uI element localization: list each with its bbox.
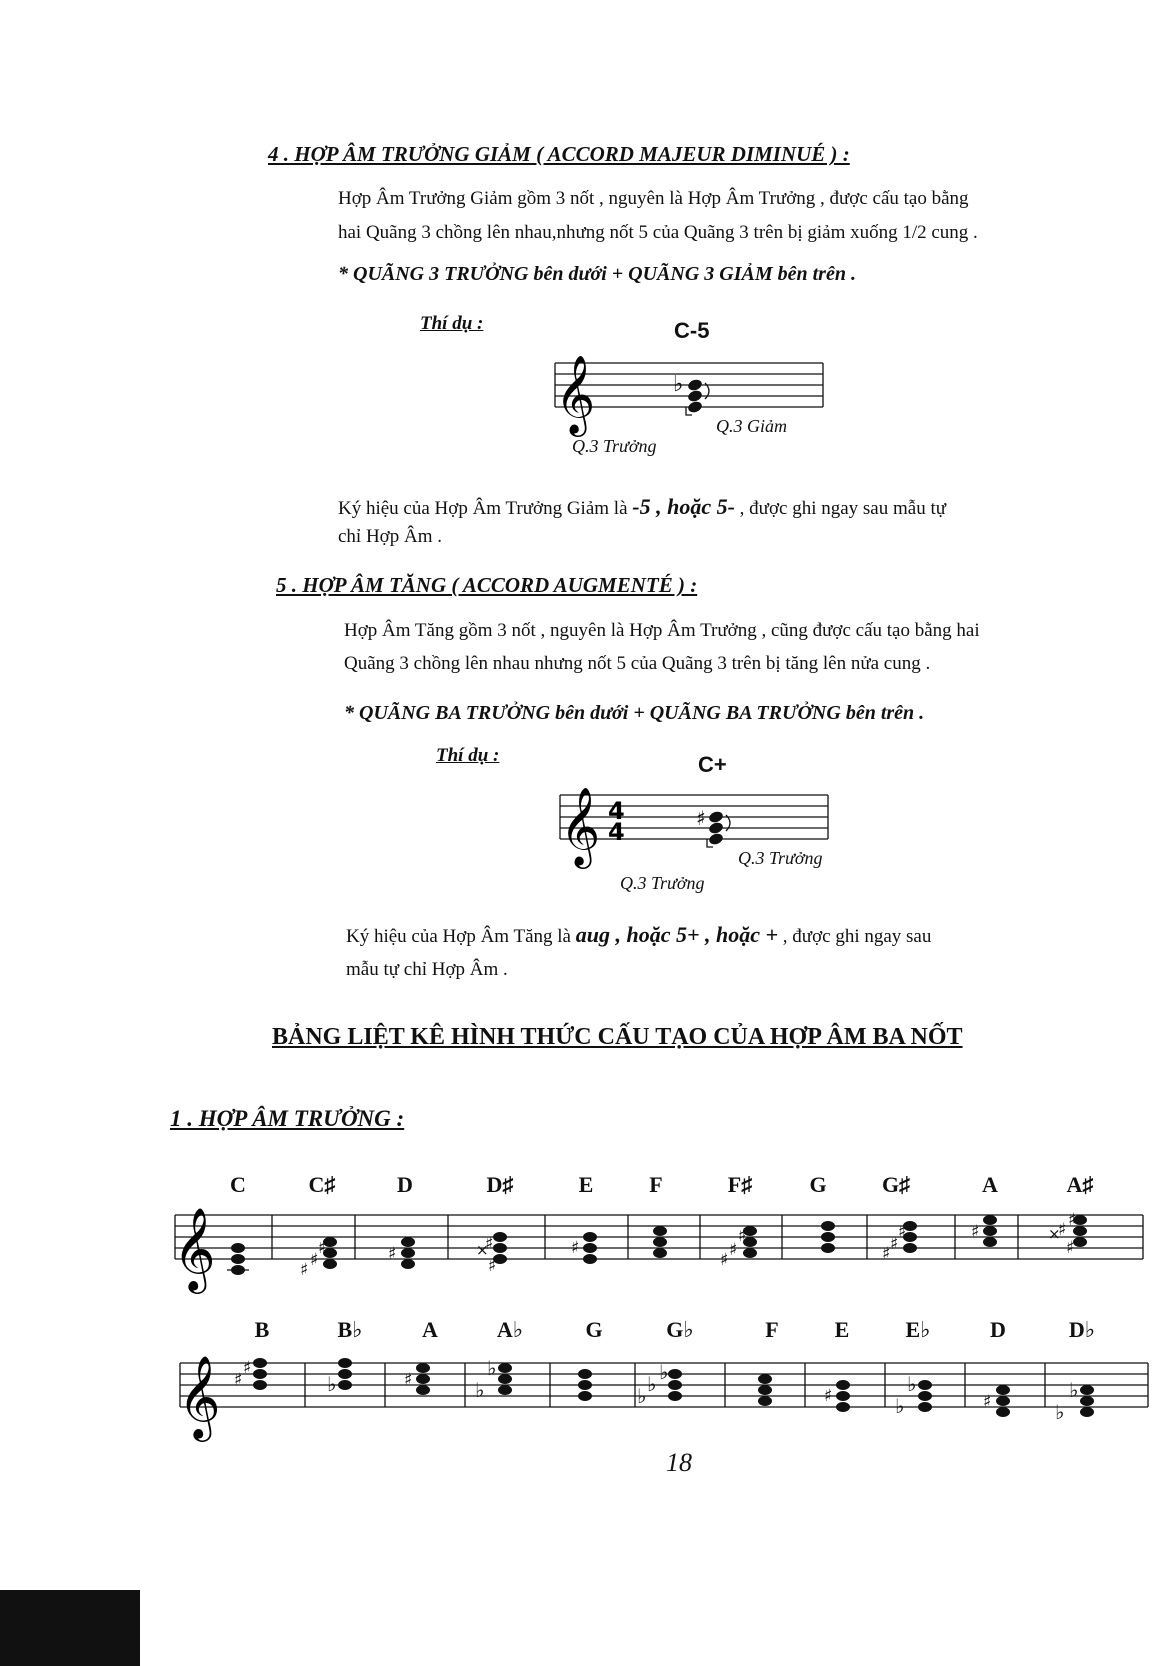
row1-staff: [160, 1195, 1150, 1295]
chord-label: A♯: [1066, 1172, 1094, 1197]
chord-label: B♭: [337, 1317, 363, 1342]
svg-text:♯: ♯: [824, 1386, 833, 1406]
chord-label: G: [809, 1172, 827, 1197]
svg-text:♯: ♯: [571, 1238, 580, 1258]
chord-label: A♭: [496, 1317, 524, 1342]
chord-label: C: [230, 1172, 246, 1197]
treble-clef-icon: 𝄞: [560, 787, 601, 866]
section5-example-label: Thí dụ :: [436, 745, 500, 766]
svg-text:♭: ♭: [1069, 1378, 1079, 1402]
svg-text:♭: ♭: [475, 1378, 485, 1402]
section5-symbol-pre: Ký hiệu của Hợp Âm Tăng là: [346, 926, 571, 947]
svg-text:♯: ♯: [696, 806, 706, 830]
svg-text:♭: ♭: [907, 1372, 917, 1396]
svg-text:♯: ♯: [243, 1358, 252, 1378]
svg-text:♭: ♭: [637, 1384, 647, 1408]
svg-text:♭: ♭: [327, 1372, 337, 1396]
section4-symbol-pre: Ký hiệu của Hợp Âm Trưởng Giảm là: [338, 498, 628, 519]
svg-text:♯: ♯: [729, 1240, 738, 1260]
chord-label: F♯: [727, 1172, 753, 1197]
svg-text:♯: ♯: [898, 1222, 907, 1242]
chord-label: E♭: [905, 1317, 931, 1342]
section5-chord-name: C+: [698, 752, 727, 777]
section5-heading: 5 . HỢP ÂM TĂNG ( ACCORD AUGMENTÉ ) :: [276, 573, 698, 597]
svg-text:♯: ♯: [310, 1250, 319, 1270]
section5-lower-label: Q.3 Trưởng: [620, 873, 705, 893]
chord-label: D♭: [1068, 1317, 1096, 1342]
svg-text:♭: ♭: [659, 1360, 669, 1384]
svg-text:♯: ♯: [738, 1226, 747, 1246]
svg-text:♭: ♭: [895, 1394, 905, 1418]
time-signature-top: 4: [608, 797, 625, 825]
chord-label: D: [990, 1317, 1006, 1342]
svg-text:♯: ♯: [971, 1222, 980, 1242]
svg-text:♯: ♯: [404, 1370, 413, 1390]
svg-text:♭: ♭: [1055, 1400, 1065, 1424]
chord-label: G: [585, 1317, 603, 1342]
section4-line2: hai Quãng 3 chồng lên nhau,nhưng nốt 5 của Quãng 3 trên bị giảm xuống 1/2 cung .: [338, 222, 978, 243]
section4-upper-label: Q.3 Giảm: [716, 416, 787, 436]
svg-text:♯: ♯: [388, 1244, 397, 1264]
svg-text:♯: ♯: [488, 1256, 497, 1276]
section5-formula: * QUÃNG BA TRƯỞNG bên dưới + QUÃNG BA TRƯỞNG bên trên .: [344, 702, 925, 724]
svg-text:♯: ♯: [318, 1238, 327, 1258]
page-number: 18: [666, 1448, 692, 1477]
section5-line1: Hợp Âm Tăng gồm 3 nốt , nguyên là Hợp Âm Trưởng , cũng được cấu tạo bằng hai: [344, 620, 980, 641]
chord-label: D♯: [486, 1172, 514, 1197]
section4-symbol-main: -5 , hoặc 5-: [632, 494, 735, 519]
svg-text:×: ×: [1048, 1225, 1061, 1243]
chord-label: E: [834, 1317, 850, 1342]
section5-symbol-line2: mẫu tự chỉ Hợp Âm .: [346, 959, 508, 980]
chord-label: G♯: [881, 1172, 911, 1197]
section4-lower-label: Q.3 Trưởng: [572, 436, 657, 456]
scan-shadow: [0, 1590, 140, 1666]
section4-symbol-line2: chỉ Hợp Âm .: [338, 526, 442, 547]
chord-label: A: [982, 1172, 998, 1197]
chord-label: F: [765, 1317, 779, 1342]
svg-text:♯: ♯: [234, 1370, 243, 1390]
treble-clef-icon: 𝄞: [173, 1206, 216, 1290]
treble-clef-icon: 𝄞: [555, 355, 596, 434]
section4-heading: 4 . HỢP ÂM TRƯỞNG GIẢM ( ACCORD MAJEUR DIMINUÉ ) :: [268, 142, 850, 166]
section4-symbol-post: , được ghi ngay sau mẫu tự: [739, 498, 947, 519]
time-signature-bottom: 4: [608, 818, 625, 846]
svg-text:♭: ♭: [487, 1356, 497, 1380]
svg-text:♯: ♯: [300, 1260, 309, 1280]
section5-symbol-post: , được ghi ngay sau: [782, 926, 932, 947]
section4-example-label: Thí dụ :: [420, 313, 484, 334]
chord-label: C♯: [308, 1172, 336, 1197]
section5-symbol-line: [346, 918, 931, 954]
svg-text:♭: ♭: [673, 372, 684, 397]
section4-line1: Hợp Âm Trưởng Giảm gồm 3 nốt , nguyên là Hợp Âm Trưởng , được cấu tạo bằng: [338, 188, 969, 209]
treble-clef-icon: 𝄞: [178, 1354, 221, 1438]
svg-text:♯: ♯: [1066, 1238, 1075, 1258]
chord-label: A: [422, 1317, 438, 1342]
svg-text:♯: ♯: [882, 1244, 891, 1264]
section4-formula: * QUÃNG 3 TRƯỞNG bên dưới + QUÃNG 3 GIẢM bên trên .: [338, 263, 856, 285]
table-title: BẢNG LIỆT KÊ HÌNH THỨC CẤU TẠO CỦA HỢP ÂM BA NỐT: [272, 1024, 963, 1050]
section5-upper-label: Q.3 Trưởng: [738, 848, 823, 868]
section5-line2: Quãng 3 chồng lên nhau nhưng nốt 5 của Quãng 3 trên bị tăng lên nửa cung .: [344, 653, 931, 674]
chord-label: F: [649, 1172, 663, 1197]
chord-label: G♭: [666, 1317, 694, 1342]
svg-text:♯: ♯: [983, 1392, 992, 1412]
svg-text:♯: ♯: [720, 1250, 729, 1270]
section4-chord-name: C-5: [674, 318, 710, 343]
section5-symbol-main: aug , hoặc 5+ , hoặc +: [575, 922, 779, 947]
svg-text:♯: ♯: [890, 1234, 899, 1254]
table-subheading: 1 . HỢP ÂM TRƯỞNG :: [170, 1106, 405, 1131]
row2-staff: [165, 1343, 1155, 1443]
chord-label: B: [254, 1317, 270, 1342]
svg-text:×: ×: [476, 1241, 489, 1259]
svg-text:♭: ♭: [647, 1372, 657, 1396]
chord-label: D: [397, 1172, 413, 1197]
svg-text:♯: ♯: [1068, 1210, 1077, 1230]
svg-text:♯: ♯: [1058, 1220, 1067, 1240]
svg-text:♯: ♯: [485, 1234, 494, 1254]
chord-label: E: [578, 1172, 594, 1197]
